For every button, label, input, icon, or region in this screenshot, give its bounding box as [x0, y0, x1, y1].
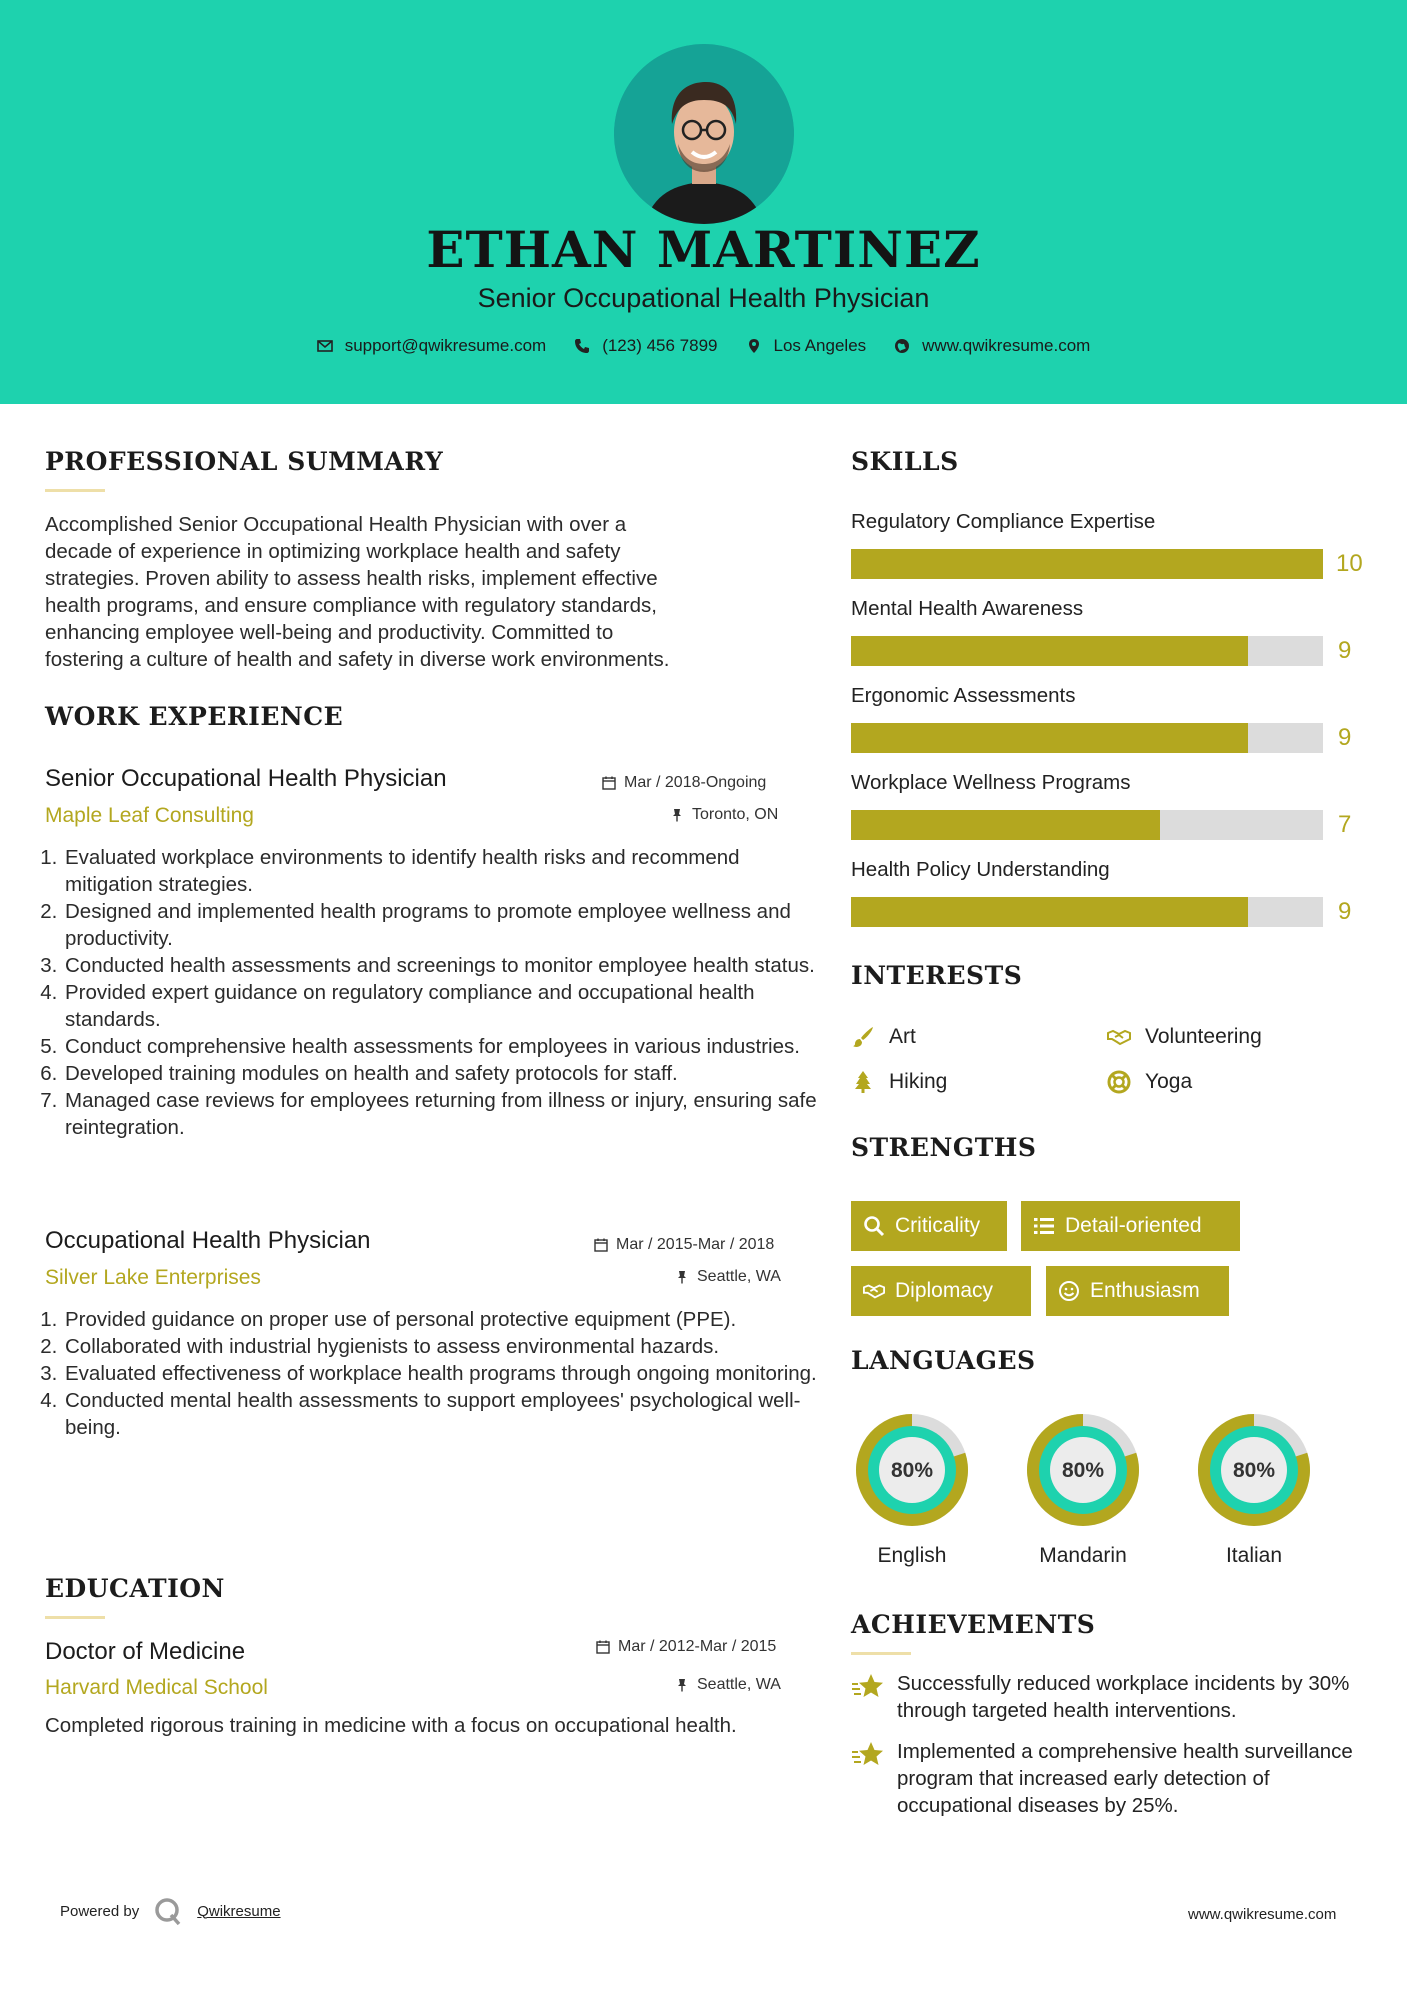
achievements-rule	[851, 1652, 911, 1655]
list-item: 3. Conducted health assessments and screenings to monitor employee health status.	[63, 952, 823, 979]
map-marker-icon	[746, 338, 762, 354]
calendar-icon	[596, 1640, 610, 1654]
list-item: 3. Evaluated effectiveness of workplace health programs through ongoing monitoring.	[63, 1360, 823, 1387]
skill-bar-fill	[851, 723, 1248, 753]
contact-website[interactable]: www.qwikresume.com	[894, 336, 1090, 356]
search-icon	[863, 1215, 885, 1237]
language-donut	[850, 1408, 974, 1532]
qwikresume-link[interactable]: Qwikresume	[197, 1902, 281, 1920]
star-icon	[851, 1672, 885, 1702]
list-item: 5. Conduct comprehensive health assessments for employees in various industries.	[63, 1033, 823, 1060]
contact-email[interactable]: support@qwikresume.com	[317, 336, 547, 356]
strength-badge-criticality: Criticality	[851, 1201, 1007, 1251]
strength-badge-diplomacy: Diplomacy	[851, 1266, 1031, 1316]
skill-bar-fill	[851, 810, 1160, 840]
tree-icon	[851, 1070, 875, 1094]
candidate-title: Senior Occupational Health Physician	[477, 283, 930, 313]
list-item: 4. Conducted mental health assessments to support employees' psychological well-being.	[63, 1387, 823, 1441]
interest-volunteering: Volunteering	[1107, 1025, 1262, 1049]
skills-heading: SKILLS	[851, 447, 959, 476]
summary-rule	[45, 489, 105, 492]
job-duties-list	[45, 1306, 823, 1441]
list-item: 1. Provided guidance on proper use of personal protective equipment (PPE).	[63, 1306, 823, 1333]
candidate-name: ETHAN MARTINEZ	[426, 220, 981, 279]
school-name: Harvard Medical School	[45, 1676, 268, 1699]
lifering-icon	[1107, 1070, 1131, 1094]
language-percent: 80%	[1232, 1459, 1276, 1482]
list-item: 2. Designed and implemented health programs to promote employee wellness and productivity.	[63, 898, 823, 952]
list-item: 7. Managed case reviews for employees returning from illness or injury, ensuring safe reintegration.	[63, 1087, 823, 1141]
pin-icon	[675, 1678, 689, 1692]
job-title: Occupational Health Physician	[45, 1227, 371, 1254]
skill-score: 9	[1338, 637, 1352, 664]
job-company: Silver Lake Enterprises	[45, 1266, 261, 1289]
strengths-heading: STRENGTHS	[851, 1133, 1037, 1162]
handshake-icon	[863, 1280, 885, 1302]
skill-bar-track	[851, 636, 1323, 666]
smile-icon	[1058, 1280, 1080, 1302]
header-banner	[0, 0, 1407, 404]
interest-yoga: Yoga	[1107, 1070, 1192, 1094]
calendar-icon	[602, 776, 616, 790]
achievement-item: Successfully reduced workplace incidents by 30% through targeted health interventions.	[851, 1670, 1371, 1724]
language-percent: 80%	[1061, 1459, 1105, 1482]
skill-score: 9	[1338, 724, 1352, 751]
list-item: 2. Collaborated with industrial hygienists to assess environmental hazards.	[63, 1333, 823, 1360]
contact-phone[interactable]: (123) 456 7899	[574, 336, 717, 356]
skill-label: Mental Health Awareness	[851, 597, 1084, 620]
summary-text: Accomplished Senior Occupational Health Physician with over a decade of experience in optimizing workplace health and safety strategies. Proven ability to assess health risks, implement effective health programs, and ensure compliance with regulatory standards, enhancing employee well-being and productivity. Committed to fostering a culture of health and safety in diverse work environments.	[45, 513, 670, 671]
education-location: Seattle, WA	[675, 1676, 781, 1694]
contact-location: Los Angeles	[746, 336, 867, 356]
footer-website-link[interactable]: www.qwikresume.com	[1188, 1906, 1337, 1923]
skill-bar-track	[851, 810, 1323, 840]
job-company: Maple Leaf Consulting	[45, 804, 254, 827]
envelope-icon	[317, 338, 333, 354]
language-name: English	[877, 1544, 947, 1567]
interest-art: Art	[851, 1025, 916, 1049]
star-icon	[851, 1740, 885, 1770]
pin-icon	[675, 1270, 689, 1284]
list-icon	[1033, 1215, 1055, 1237]
skill-label: Regulatory Compliance Expertise	[851, 510, 1156, 533]
job-location: Toronto, ON	[670, 806, 778, 824]
strength-badge-enthusiasm: Enthusiasm	[1046, 1266, 1229, 1316]
skill-score: 7	[1338, 811, 1352, 838]
skill-bar-track	[851, 897, 1323, 927]
qwikresume-logo-icon	[153, 1896, 183, 1926]
globe-icon	[894, 338, 910, 354]
education-description: Completed rigorous training in medicine with a focus on occupational health.	[45, 1714, 737, 1737]
education-rule	[45, 1616, 105, 1619]
language-item	[1192, 1408, 1316, 1568]
achievements-heading: ACHIEVEMENTS	[851, 1610, 1096, 1639]
language-name: Mandarin	[1039, 1544, 1127, 1567]
interest-hiking: Hiking	[851, 1070, 947, 1094]
job-duties-list	[45, 844, 823, 1141]
skill-bar-fill	[851, 897, 1248, 927]
skill-bar-fill	[851, 636, 1248, 666]
list-item: 1. Evaluated workplace environments to identify health risks and recommend mitigation strategies.	[63, 844, 823, 898]
skill-label: Workplace Wellness Programs	[851, 771, 1131, 794]
interests-heading: INTERESTS	[851, 961, 1023, 990]
calendar-icon	[594, 1238, 608, 1252]
achievement-item: Implemented a comprehensive health surveillance program that increased early detection of occupational diseases by 25%.	[851, 1738, 1371, 1819]
language-item	[850, 1408, 974, 1568]
skill-bar-track	[851, 549, 1323, 579]
paintbrush-icon	[851, 1025, 875, 1049]
degree-title: Doctor of Medicine	[45, 1638, 246, 1665]
job-date: Mar / 2018-Ongoing	[602, 774, 766, 792]
languages-heading: LANGUAGES	[851, 1346, 1036, 1375]
experience-heading: WORK EXPERIENCE	[45, 702, 344, 731]
language-donut	[1021, 1408, 1145, 1532]
skill-label: Ergonomic Assessments	[851, 684, 1076, 707]
education-date: Mar / 2012-Mar / 2015	[596, 1638, 776, 1656]
language-percent: 80%	[890, 1459, 934, 1482]
phone-icon	[574, 338, 590, 354]
skill-score: 10	[1336, 550, 1363, 577]
summary-heading: PROFESSIONAL SUMMARY	[45, 447, 444, 476]
education-heading: EDUCATION	[45, 1574, 225, 1603]
handshake-icon	[1107, 1025, 1131, 1049]
list-item: 6. Developed training modules on health and safety protocols for staff.	[63, 1060, 823, 1087]
job-location: Seattle, WA	[675, 1268, 781, 1286]
skill-bar-track	[851, 723, 1323, 753]
skill-label: Health Policy Understanding	[851, 858, 1110, 881]
job-title: Senior Occupational Health Physician	[45, 765, 447, 792]
language-item	[1021, 1408, 1145, 1568]
contact-bar	[0, 336, 1407, 356]
job-date: Mar / 2015-Mar / 2018	[594, 1236, 774, 1254]
pin-icon	[670, 808, 684, 822]
avatar	[614, 44, 794, 224]
skill-bar-fill	[851, 549, 1323, 579]
skill-score: 9	[1338, 898, 1352, 925]
language-name: Italian	[1225, 1544, 1283, 1567]
list-item: 4. Provided expert guidance on regulatory compliance and occupational health standards.	[63, 979, 823, 1033]
strength-badge-detail-oriented: Detail-oriented	[1021, 1201, 1240, 1251]
footer-powered-by: Powered by Qwikresume	[60, 1896, 281, 1926]
language-donut	[1192, 1408, 1316, 1532]
